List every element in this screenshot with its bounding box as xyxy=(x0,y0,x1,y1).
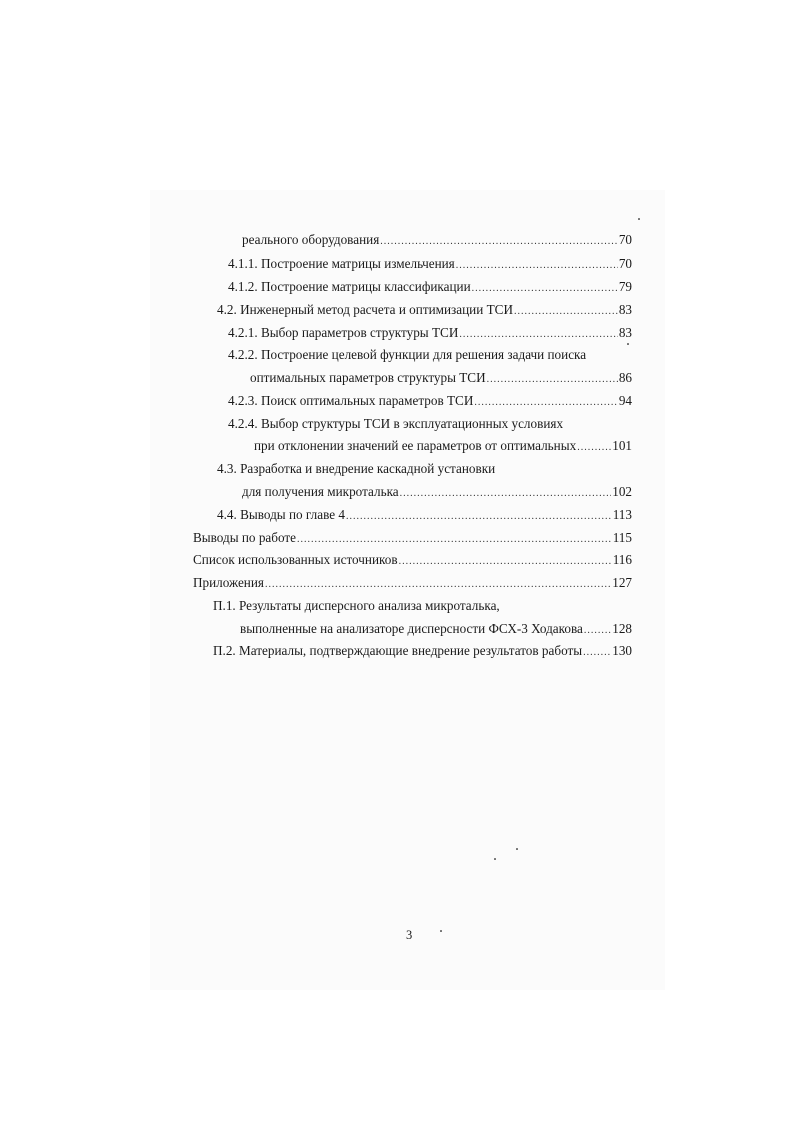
toc-entry-page: 101 xyxy=(612,438,632,453)
toc-entry xyxy=(242,484,632,500)
toc-entry xyxy=(228,325,632,341)
toc-entry-page: 128 xyxy=(612,621,632,636)
toc-entry-title: 4.2.1. Выбор параметров структуры ТСИ xyxy=(228,325,459,340)
toc-dot-leader xyxy=(297,532,612,548)
page-number: 3 xyxy=(406,928,413,942)
toc-entry-title: П.2. Материалы, подтверждающие внедрение результатов работы xyxy=(213,643,583,658)
toc-entry xyxy=(217,507,632,523)
toc-dot-leader xyxy=(584,623,611,639)
toc-entry-title: 4.2.2. Построение целевой функции для решения задачи поиска xyxy=(228,347,587,362)
scan-speck xyxy=(516,848,518,850)
toc-entry xyxy=(213,643,632,659)
toc-entry-page: 130 xyxy=(612,643,632,658)
scan-speck xyxy=(440,930,442,932)
toc-entry-page: 83 xyxy=(618,302,632,317)
toc-entry-title: Выводы по работе xyxy=(193,530,297,545)
toc-entry xyxy=(217,302,632,318)
toc-entry-page: 70 xyxy=(618,256,632,271)
toc-entry-page: 79 xyxy=(618,279,632,294)
toc-entry-title: для получения микроталька xyxy=(242,484,399,499)
toc-entry xyxy=(228,256,632,272)
toc-entry-page: 94 xyxy=(618,393,632,408)
toc-entry-page: 127 xyxy=(612,575,632,590)
toc-entry-title: Приложения xyxy=(193,575,264,590)
toc-dot-leader xyxy=(514,304,618,320)
scan-speck xyxy=(627,343,629,345)
toc-entry-page: 115 xyxy=(612,530,632,545)
toc-dot-leader xyxy=(265,577,611,593)
toc-dot-leader xyxy=(577,440,611,456)
toc-entry xyxy=(228,347,632,363)
toc-entry-title: П.1. Результаты дисперсного анализа микроталька, xyxy=(213,598,500,613)
toc-dot-leader xyxy=(456,258,618,274)
scan-speck xyxy=(638,218,640,220)
toc-entry-title: 4.1.2. Построение матрицы классификации xyxy=(228,279,471,294)
toc-entry xyxy=(228,279,632,295)
toc-entry-title: 4.2.4. Выбор структуры ТСИ в эксплуатационных условиях xyxy=(228,416,564,431)
toc-entry-title: при отклонении значений ее параметров от оптимальных xyxy=(254,438,577,453)
toc-entry-title: 4.2. Инженерный метод расчета и оптимизации ТСИ xyxy=(217,302,513,317)
toc-entry xyxy=(193,575,632,591)
toc-entry-title: оптимальных параметров структуры ТСИ xyxy=(250,370,486,385)
toc-dot-leader xyxy=(380,234,618,250)
toc-dot-leader xyxy=(487,372,618,388)
toc-entry xyxy=(250,370,632,386)
toc-entry xyxy=(242,232,632,248)
toc-dot-leader xyxy=(346,509,612,525)
toc-dot-leader xyxy=(472,281,618,297)
toc-entry-page: 86 xyxy=(618,370,632,385)
toc-entry-page: 102 xyxy=(612,484,632,499)
toc-entry-title: реального оборудования xyxy=(242,232,380,247)
toc-entry xyxy=(213,598,632,614)
toc-entry xyxy=(193,530,632,546)
toc-entry-title: 4.2.3. Поиск оптимальных параметров ТСИ xyxy=(228,393,474,408)
toc-entry-title: Список использованных источников xyxy=(193,552,398,567)
toc-entry-page: 113 xyxy=(612,507,632,522)
toc-entry xyxy=(228,416,632,432)
toc-entry xyxy=(228,393,632,409)
toc-entry-title: выполненные на анализаторе дисперсности ФСХ-3 Ходакова xyxy=(240,621,583,636)
scan-speck xyxy=(494,858,496,860)
toc-dot-leader xyxy=(400,486,612,502)
toc-entry-title: 4.4. Выводы по главе 4 xyxy=(217,507,345,522)
toc-entry xyxy=(193,552,632,568)
toc-entry-title: 4.1.1. Построение матрицы измельчения xyxy=(228,256,455,271)
toc-entry xyxy=(254,438,632,454)
toc-entry-title: 4.3. Разработка и внедрение каскадной установки xyxy=(217,461,496,476)
toc-entry-page: 83 xyxy=(618,325,632,340)
toc-dot-leader xyxy=(583,645,611,661)
toc-dot-leader xyxy=(474,395,617,411)
toc-entry-page: 116 xyxy=(612,552,632,567)
toc-entry xyxy=(240,621,632,637)
toc-dot-leader xyxy=(399,554,612,570)
toc-entry xyxy=(217,461,632,477)
toc-entry-page: 70 xyxy=(618,232,632,247)
toc-dot-leader xyxy=(459,327,617,343)
